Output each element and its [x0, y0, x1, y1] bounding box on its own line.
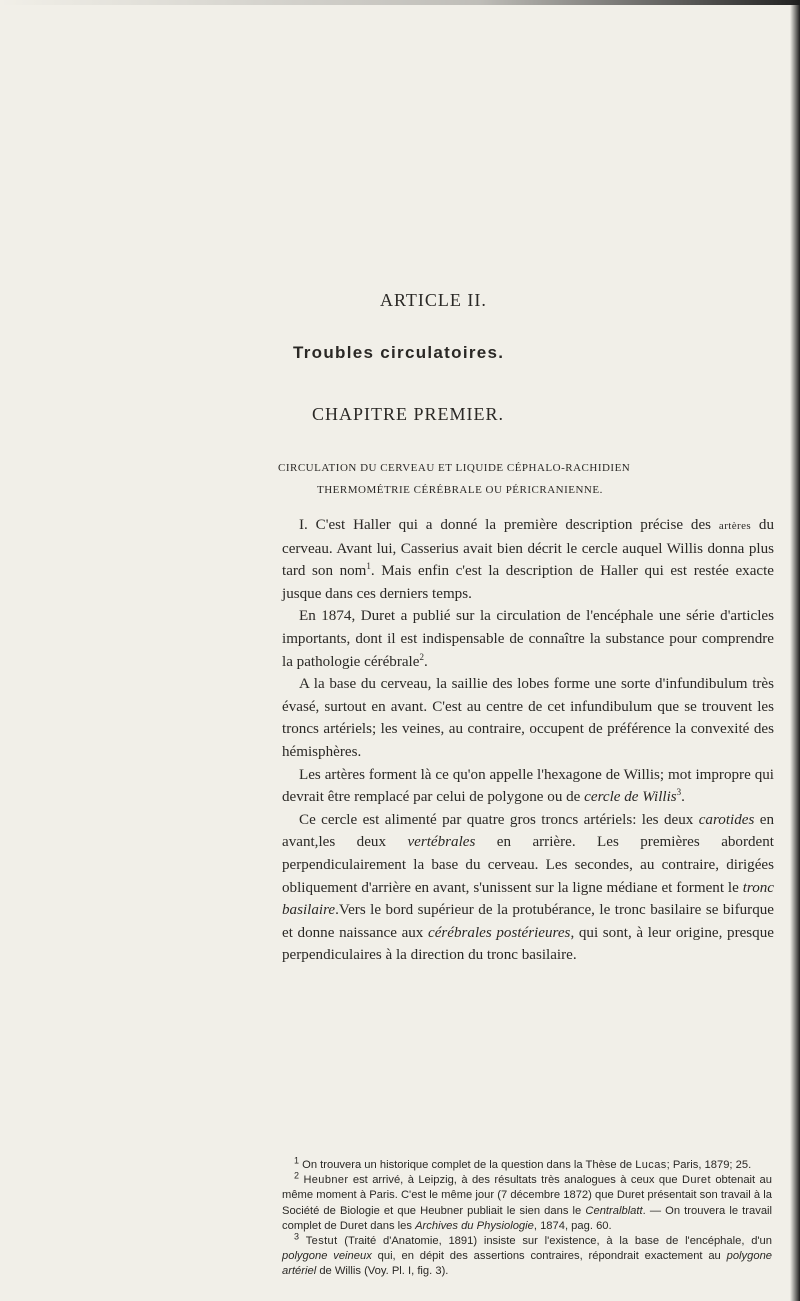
- top-edge-shadow: [0, 0, 800, 5]
- text-run: qui, en dépit des assertions contraires, répondrait exactement au: [377, 1250, 721, 1263]
- footnote-ref-3: 3: [676, 787, 682, 798]
- chapter-heading: CHAPITRE PREMIER.: [312, 404, 505, 424]
- text-run: est arrivé, à Leipzig, à des résultats très analogues à ceux que: [352, 1174, 678, 1187]
- italic-term: tronc basilaire: [282, 879, 774, 919]
- text-run: , 1874, pag. 60.: [533, 1219, 612, 1232]
- text-run: en arrière. Les premières abordent perpendiculairement la base du cerveau. Les secondes, au contraire, dirigées obliquement d'arrière en avant, s'unissent sur la ligne médiane et forment le: [282, 834, 774, 896]
- text-run: en avant,les deux: [282, 811, 774, 851]
- text-run: .: [681, 789, 685, 806]
- small-caps-name: Testut: [305, 1235, 338, 1248]
- text-run: . — On trouvera le travail complet de Duret dans les: [282, 1204, 773, 1232]
- footnote-number: 3: [294, 1231, 300, 1242]
- text-run: , qui sont, à leur origine, presque perpendiculaires à la direction du tronc basilaire.: [282, 924, 774, 964]
- footnotes: [282, 1155, 773, 1280]
- section-title-line-1: CIRCULATION DU CERVEAU ET LIQUIDE CÉPHALO-RACHIDIEN: [278, 462, 631, 474]
- text-run: . Mais enfin c'est la description de Haller qui est restée exacte jusque dans ces derniers temps.: [282, 563, 774, 602]
- small-caps-name: Heubner: [303, 1174, 349, 1187]
- text-run: ; Paris, 1879; 25.: [666, 1159, 752, 1171]
- text-run: I. C'est Haller qui a donné la première description précise des: [299, 517, 712, 533]
- section-subtitle: Troubles circulatoires.: [293, 343, 505, 362]
- footnote-2: [282, 1170, 773, 1234]
- italic-title: Archives du Physiologie: [415, 1219, 534, 1232]
- italic-term: polygone veineux: [282, 1250, 372, 1263]
- italic-term: vertébrales: [407, 834, 476, 851]
- text-run: Les artères forment là ce qu'on appelle l'hexagone de Willis; mot impropre qui devrait être remplacé par celui de polygone ou de: [282, 766, 774, 806]
- text-run: On trouvera un historique complet de la question dans la Thèse de: [302, 1159, 633, 1171]
- italic-term: cercle de Willis: [584, 789, 677, 806]
- paragraph-2: [282, 605, 774, 673]
- italic-title: Centralblatt: [585, 1204, 643, 1217]
- small-caps-name: Duret: [682, 1174, 711, 1187]
- text-run: obtenait au même moment à Paris. C'est le même jour (7 décembre 1872) que Duret présentait son travail à la Société de Biologie et que Heubner publiait le sien dans le: [282, 1174, 773, 1217]
- article-heading: ARTICLE II.: [380, 290, 487, 310]
- footnote-number: 1: [294, 1155, 300, 1166]
- paragraph-5: [282, 809, 774, 967]
- small-caps-name: Lucas: [635, 1159, 667, 1171]
- footnote-1: [282, 1155, 772, 1173]
- paragraph-4: [282, 764, 774, 809]
- text-run: .: [423, 653, 428, 670]
- section-title-line-2: THERMOMÉTRIE CÉRÉBRALE OU PÉRICRANIENNE.: [317, 484, 603, 496]
- body-text: [282, 514, 774, 967]
- footnote-number: 2: [294, 1170, 300, 1181]
- text-run: .Vers le bord supérieur de la protubérance, le tronc basilaire se bifurque et donne naissance aux: [282, 902, 774, 941]
- paragraph-3: A la base du cerveau, la saillie des lobes forme une sorte d'infundibulum très évasé, surtout en avant. C'est au centre de cet infundibulum que se trouvent les troncs artériels; les veines, au contraire, occupent de préférence la convexité des hémisphères.: [282, 676, 774, 760]
- text-run: Ce cercle est alimenté par quatre gros troncs artériels: les deux: [299, 811, 694, 828]
- footnote-3: [282, 1231, 773, 1280]
- italic-term: cérébrales postérieures: [428, 924, 571, 941]
- small-caps-term: artères: [718, 520, 752, 532]
- footnote-ref-1: 1: [366, 561, 371, 572]
- footnote-ref-2: 2: [419, 651, 424, 662]
- italic-term: polygone artériel: [282, 1250, 773, 1278]
- text-run: du cerveau. Avant lui, Casserius avait bien décrit le cercle auquel Willis donna plus tard son nom: [282, 517, 775, 580]
- text-run: En 1874, Duret a publié sur la circulation de l'encéphale une série d'articles importants, dont il est indispensable de connaître la substance pour comprendre la pathologie cérébrale: [282, 608, 774, 670]
- text-run: de Willis (Voy. Pl. I, fig. 3).: [319, 1265, 449, 1278]
- italic-term: carotides: [698, 811, 755, 828]
- paragraph-1: [282, 514, 774, 605]
- page-binding-edge: [790, 0, 800, 1301]
- text-run: (Traité d'Anatomie, 1891) insiste sur l'existence, à la base de l'encéphale, d'un: [344, 1235, 772, 1248]
